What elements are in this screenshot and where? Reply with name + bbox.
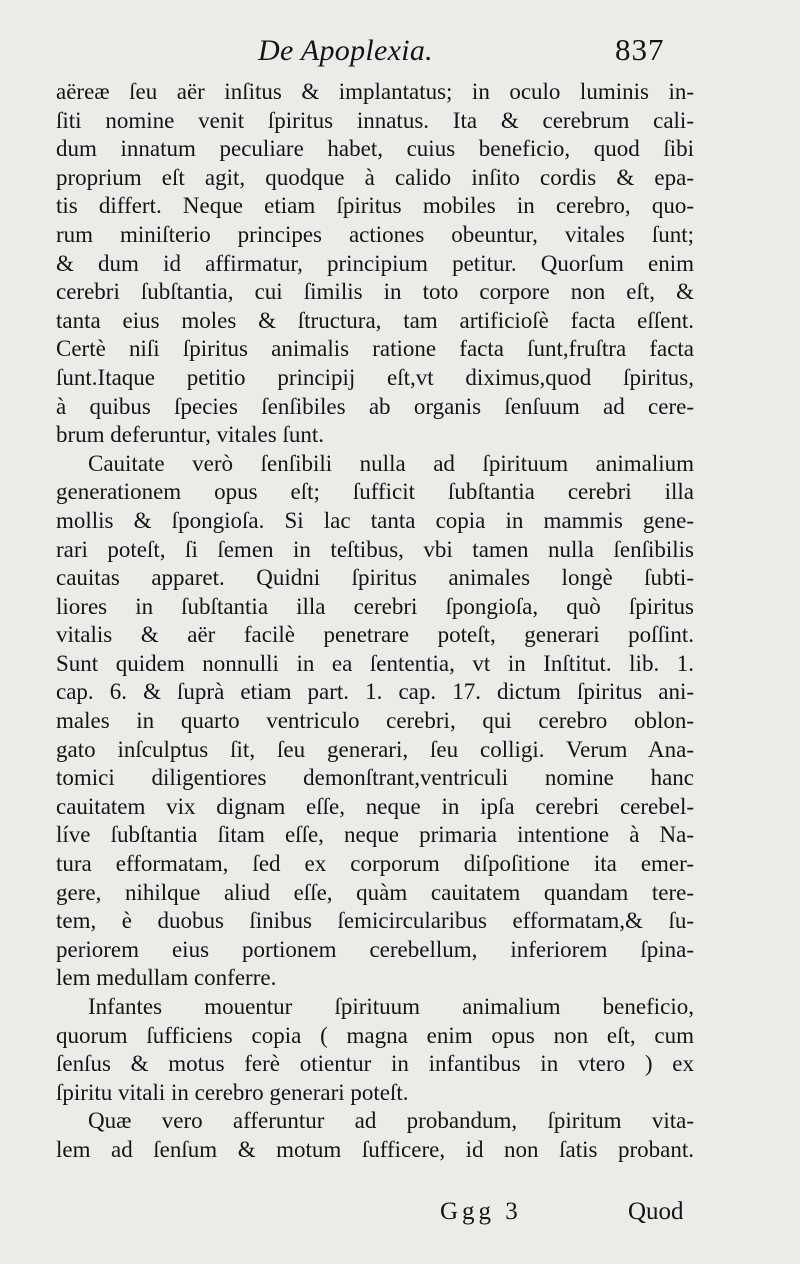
text-line: liores in ſubſtantia illa cerebri ſpongioſa, quò ſpiritus — [56, 593, 694, 619]
text-line: gato inſculptus ſit, ſeu generari, ſeu colligi. Verum Ana- — [56, 736, 694, 762]
text-line: aëreæ ſeu aër inſitus & implantatus; in oculo luminis in- — [56, 79, 694, 104]
text-line: ſenſus & motus ferè otientur in infantibus in vtero ) ex — [56, 1051, 694, 1077]
text-line: quorum ſufficiens copia ( magna enim opus non eſt, cum — [56, 1022, 694, 1048]
text-line: cap. 6. & ſuprà etiam part. 1. cap. 17. dictum ſpiritus ani- — [56, 679, 694, 705]
text-line: dum innatum peculiare habet, cuius beneficio, quod ſibi — [56, 136, 694, 162]
text-line: generationem opus eſt; ſufficit ſubſtantia cerebri illa — [56, 479, 694, 505]
page-footer — [0, 1192, 800, 1232]
text-line: ſunt.Itaque petitio principij eſt,vt diximus,quod ſpiritus, — [56, 364, 694, 390]
text-line: tura efformatam, ſed ex corporum diſpoſitione ita emer- — [56, 851, 694, 877]
signature-mark: Ggg 3 — [440, 1198, 522, 1225]
page-header — [0, 30, 800, 74]
text-line: Certè niſi ſpiritus animalis ratione facta ſunt,fruſtra facta — [56, 336, 694, 362]
text-line: tomici diligentiores demonſtrant,ventriculi nomine hanc — [56, 765, 694, 791]
catchword: Quod — [628, 1198, 684, 1225]
text-line: vitalis & aër facilè penetrare poteſt, generari poſſint. — [56, 622, 694, 648]
paragraph-start-line: Infantes mouentur ſpirituum animalium beneficio, — [88, 994, 694, 1019]
paragraph-start-line: Quæ vero afferuntur ad probandum, ſpiritum vita- — [88, 1108, 694, 1134]
text-line: rari poteſt, ſi ſemen in teſtibus, vbi tamen nulla ſenſibilis — [56, 536, 694, 562]
text-line: cerebri ſubſtantia, cui ſimilis in toto corpore non eſt, & — [56, 279, 694, 305]
text-line: & dum id affirmatur, principium petitur. Quorſum enim — [56, 250, 694, 276]
text-line: brum deferuntur, vitales ſunt. — [56, 422, 324, 448]
text-line: cauitatem vix dignam eſſe, neque in ipſa cerebri cerebel- — [56, 793, 694, 819]
text-line: proprium eſt agit, quodque à calido inſito cordis & epa- — [56, 164, 694, 190]
text-line: lem medullam conferre. — [56, 965, 277, 991]
page-number: 837 — [615, 32, 665, 67]
text-line: à quibus ſpecies ſenſibiles ab organis ſenſuum ad cere- — [56, 393, 694, 419]
text-line: líve ſubſtantia ſitam eſſe, neque primaria intentione à Na- — [56, 822, 694, 848]
text-line: cauitas apparet. Quidni ſpiritus animales longè ſubti- — [56, 565, 694, 591]
text-line: ſiti nomine venit ſpiritus innatus. Ita & cerebrum cali- — [56, 107, 694, 133]
text-line: tem, è duobus ſinibus ſemicircularibus efformatam,& ſu- — [56, 908, 694, 934]
text-line: Sunt quidem nonnulli in ea ſententia, vt in Inſtitut. lib. 1. — [56, 650, 694, 676]
text-line: tis differt. Neque etiam ſpiritus mobiles in cerebro, quo- — [56, 193, 694, 219]
text-line: gere, nihilque aliud eſſe, quàm cauitatem quandam tere- — [56, 879, 694, 905]
text-line: lem ad ſenſum & motum ſufficere, id non ſatis probant. — [56, 1136, 694, 1162]
text-line: mollis & ſpongioſa. Si lac tanta copia in mammis gene- — [56, 507, 694, 533]
text-line: periorem eius portionem cerebellum, inferiorem ſpina- — [56, 936, 694, 962]
text-line: ſpiritu vitali in cerebro generari poteſt. — [56, 1079, 409, 1105]
text-line: males in quarto ventriculo cerebri, qui cerebro oblon- — [56, 708, 694, 734]
body-text — [56, 78, 694, 1165]
text-line: tanta eius moles & ſtructura, tam artificioſè facta eſſent. — [56, 307, 694, 333]
paragraph-start-line: Cauitate verò ſenſibili nulla ad ſpirituum animalium — [88, 450, 694, 476]
text-line: rum miniſterio principes actiones obeuntur, vitales ſunt; — [56, 221, 694, 247]
running-title: De Apoplexia. — [258, 34, 433, 67]
